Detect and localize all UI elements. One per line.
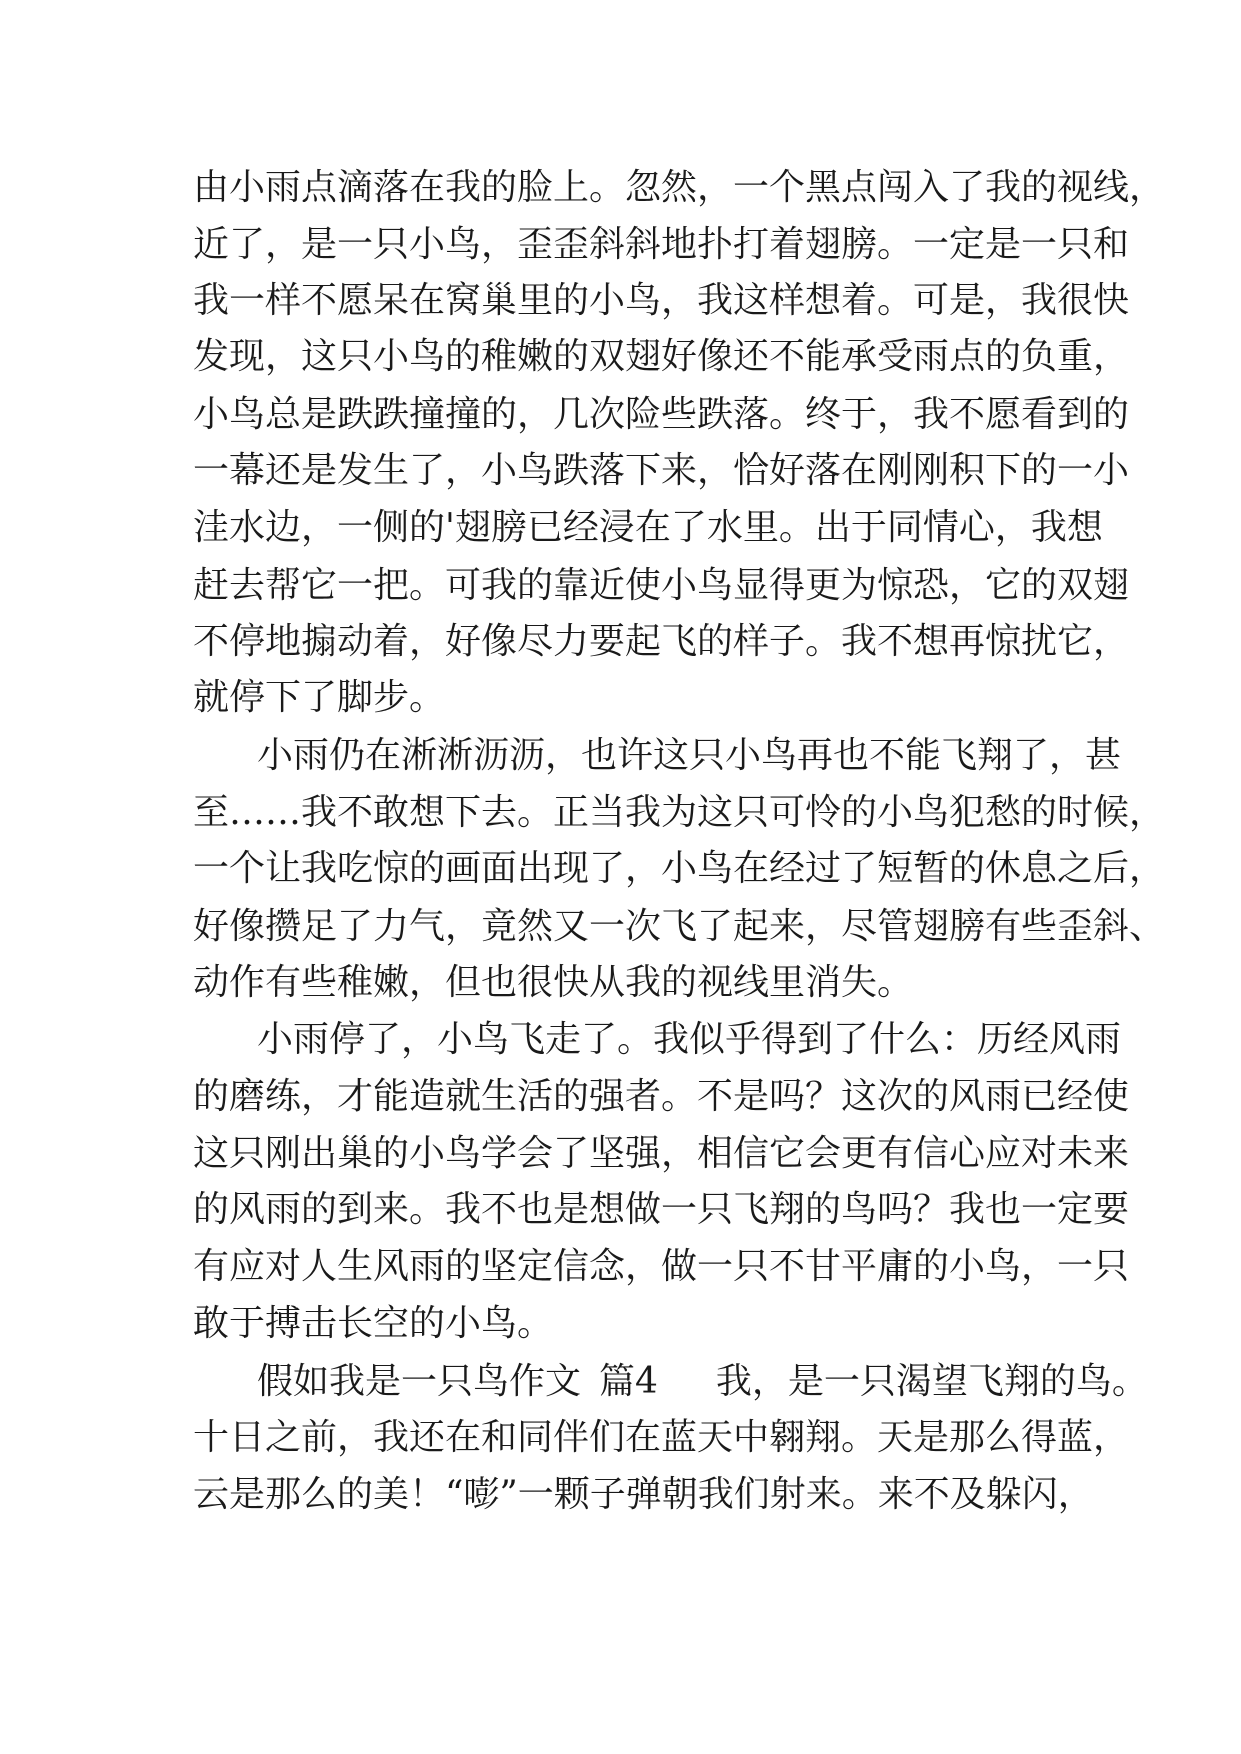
text-line: 发现，这只小鸟的稚嫩的双翅好像还不能承受雨点的负重， <box>193 336 1130 377</box>
paragraph-first-line: 小雨仍在淅淅沥沥，也许这只小鸟再也不能飞翔了，甚 <box>257 735 1122 776</box>
section-number: 篇4 <box>599 1361 658 1402</box>
text-line: 近了，是一只小鸟，歪歪斜斜地扑打着翅膀。一定是一只和 <box>193 224 1130 265</box>
text-line: 动作有些稚嫩，但也很快从我的视线里消失。 <box>193 962 914 1003</box>
text-line: 我一样不愿呆在窝巢里的小鸟，我这样想着。可是，我很快 <box>193 280 1130 321</box>
heading-line-text: 我，是一只渴望飞翔的鸟。 <box>715 1361 1148 1402</box>
text-line: 有应对人生风雨的坚定信念，做一只不甘平庸的小鸟，一只 <box>193 1246 1130 1287</box>
text-line: 洼水边，一侧的'翅膀已经浸在了水里。出于同情心，我想 <box>193 507 1103 548</box>
text-line: 敢于搏击长空的小鸟。 <box>193 1303 554 1344</box>
text-line: 小鸟总是跌跌撞撞的，几次险些跌落。终于，我不愿看到的 <box>193 394 1130 435</box>
text-line: 的风雨的到来。我不也是想做一只飞翔的鸟吗？我也一定要 <box>193 1189 1130 1230</box>
text-line: 好像攒足了力气，竟然又一次飞了起来，尽管翅膀有些歪斜、 <box>193 906 1166 947</box>
text-line: 不停地搧动着，好像尽力要起飞的样子。我不想再惊扰它， <box>193 621 1130 662</box>
text-line: 这只刚出巢的小鸟学会了坚强，相信它会更有信心应对未来 <box>193 1133 1130 1174</box>
text-line: 一个让我吃惊的画面出现了，小鸟在经过了短暂的休息之后， <box>193 848 1166 889</box>
text-line: 至……我不敢想下去。正当我为这只可怜的小鸟犯愁的时候， <box>193 792 1166 833</box>
text-line: 就停下了脚步。 <box>193 677 446 718</box>
text-line: 赶去帮它一把。可我的靠近使小鸟显得更为惊恐，它的双翅 <box>193 565 1130 606</box>
text-line: 的磨练，才能造就生活的强者。不是吗？这次的风雨已经使 <box>193 1076 1130 1117</box>
text-line: 云是那么的美！“嘭”一颗子弹朝我们射来。来不及躲闪， <box>193 1474 1094 1515</box>
text-line: 一幕还是发生了，小鸟跌落下来，恰好落在刚刚积下的一小 <box>193 450 1130 491</box>
text-line: 由小雨点滴落在我的脸上。忽然，一个黑点闯入了我的视线， <box>193 167 1166 208</box>
paragraph-first-line: 小雨停了，小鸟飞走了。我似乎得到了什么：历经风雨 <box>257 1019 1122 1060</box>
section-heading-line <box>257 1353 1148 1411</box>
text-line: 十日之前，我还在和同伴们在蓝天中翱翔。天是那么得蓝， <box>193 1417 1130 1458</box>
essay-title: 假如我是一只鸟作文 <box>257 1361 582 1402</box>
